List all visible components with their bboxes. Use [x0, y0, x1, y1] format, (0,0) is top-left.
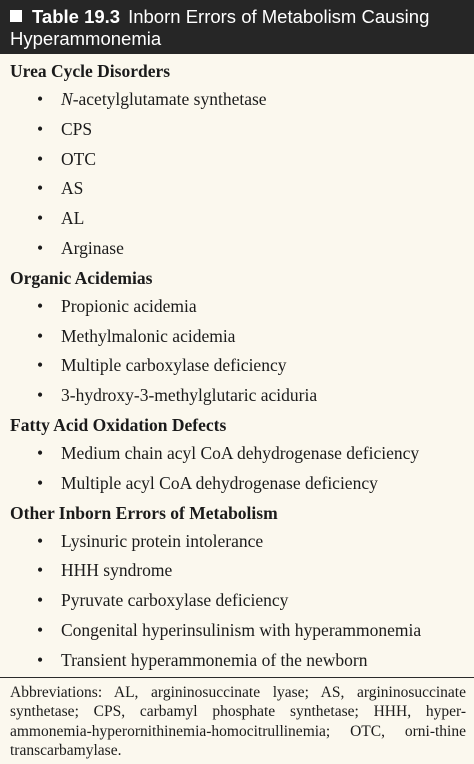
- table-title: Inborn Errors of Metabolism Causing Hyperammonemia: [10, 6, 430, 49]
- section-title: Urea Cycle Disorders: [10, 61, 171, 81]
- bullet-icon: •: [37, 148, 44, 169]
- list-item: • Propionic acidemia: [10, 292, 474, 322]
- list-item: • N-acetylglutamate synthetase: [10, 85, 474, 115]
- bullet-icon: •: [37, 560, 44, 581]
- section-other-inborn-errors: [10, 499, 474, 676]
- list-item: • 3-hydroxy-3-methylglutaric aciduria: [10, 381, 474, 411]
- bullet-icon: •: [37, 178, 44, 199]
- list-item: • OTC: [10, 145, 474, 175]
- table-header: [0, 0, 474, 54]
- list-item: • AS: [10, 174, 474, 204]
- bullet-icon: •: [37, 649, 44, 670]
- footnote-divider: [0, 677, 474, 678]
- bullet-icon: •: [37, 472, 44, 493]
- bullet-icon: •: [37, 355, 44, 376]
- list-item: • AL: [10, 204, 474, 234]
- list-item: • Medium chain acyl CoA dehydrogenase deficiency: [10, 439, 474, 469]
- bullet-icon: •: [37, 442, 44, 463]
- table-label: Table 19.3: [32, 6, 121, 27]
- list-item: • Pyruvate carboxylase deficiency: [10, 586, 474, 616]
- bullet-icon: •: [37, 208, 44, 229]
- list-item: • Methylmalonic acidemia: [10, 322, 474, 352]
- bullet-icon: •: [37, 619, 44, 640]
- list-item: • CPS: [10, 115, 474, 145]
- list-item: • Transient hyperammonemia of the newborn: [10, 646, 474, 676]
- bullet-icon: •: [37, 325, 44, 346]
- bullet-icon: •: [37, 237, 44, 258]
- section-title: Fatty Acid Oxidation Defects: [10, 414, 227, 435]
- section-title: Other Inborn Errors of Metabolism: [10, 502, 278, 523]
- section-fatty-acid-oxidation: [10, 411, 474, 499]
- section-title: Organic Acidemias: [10, 267, 153, 288]
- section-urea-cycle: [10, 57, 474, 264]
- bullet-icon: •: [37, 385, 44, 406]
- section-organic-acidemias: [10, 264, 474, 411]
- bullet-icon: •: [37, 295, 44, 316]
- bullet-icon: •: [37, 530, 44, 551]
- bullet-icon: •: [37, 590, 44, 611]
- bullet-icon: •: [37, 118, 44, 139]
- list-item: • Congenital hyperinsulinism with hyperammonemia: [10, 616, 474, 646]
- abbreviations-footnote: Abbreviations: AL, argininosuccinate lyase; AS, argininosuccinate synthetase; CPS, carbamyl phosphate synthetase; HHH, hyper-ammonemia-hyperornithinemia-homocitrullinemia; OTC, orni-thine transcarbamylase.: [10, 684, 466, 759]
- square-icon: [10, 10, 22, 22]
- bullet-icon: •: [37, 89, 44, 109]
- list-item: • Arginase: [10, 234, 474, 264]
- list-item: • HHH syndrome: [10, 556, 474, 586]
- list-item: • Multiple acyl CoA dehydrogenase deficiency: [10, 469, 474, 499]
- list-item: • Multiple carboxylase deficiency: [10, 351, 474, 381]
- table-body: [0, 54, 474, 676]
- list-item: • Lysinuric protein intolerance: [10, 527, 474, 557]
